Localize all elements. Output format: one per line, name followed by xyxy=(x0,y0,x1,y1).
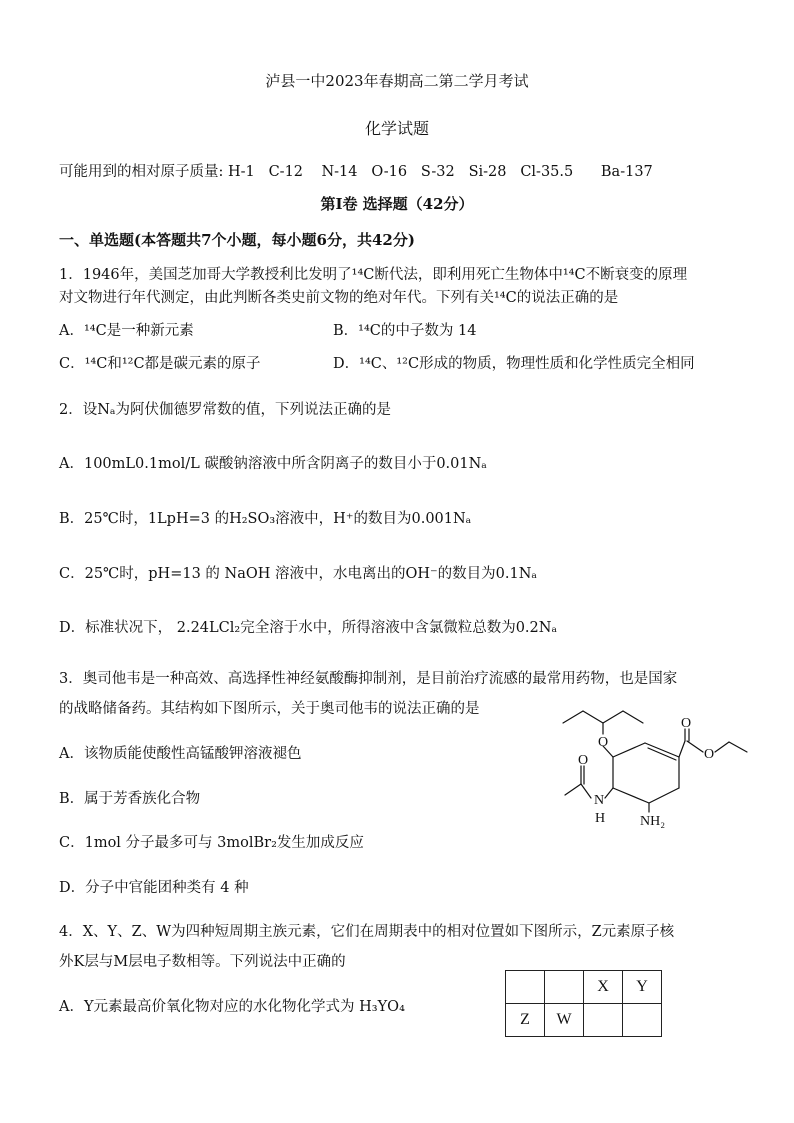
pt-cell-w: W xyxy=(545,1004,584,1037)
pt-cell-z: Z xyxy=(506,1004,545,1037)
q1-option-a: A．¹⁴C是一种新元素 xyxy=(59,323,194,339)
part-heading: 一、单选题(本答题共7个小题，每小题6分，共42分) xyxy=(59,231,415,249)
carbonyl-oxygen: O xyxy=(681,716,692,731)
periodic-table-fragment xyxy=(505,970,662,1037)
pt-cell-x: X xyxy=(584,971,623,1004)
section-title: 第Ⅰ卷 选择题（42分） xyxy=(320,195,474,213)
pt-cell xyxy=(623,1004,662,1037)
exam-title: 泸县一中2023年春期高二第二学月考试 xyxy=(265,72,529,90)
q3-option-b: B．属于芳香族化合物 xyxy=(59,791,201,807)
q4-stem-line2: 外K层与M层电子数相等。下列说法中正确的 xyxy=(59,954,346,970)
q2-option-d: D．标准状况下， 2.24LCl₂完全溶于水中，所得溶液中含氯微粒总数为0.2Nₐ xyxy=(59,620,558,636)
ester-oxygen: O xyxy=(704,747,715,762)
oseltamivir-structure xyxy=(553,700,753,830)
pt-cell xyxy=(506,971,545,1004)
q1-option-d: D．¹⁴C、¹²C形成的物质，物理性质和化学性质完全相同 xyxy=(333,356,695,372)
q1-stem-line2: 对文物进行年代测定，由此判断各类史前文物的绝对年代。下列有关¹⁴C的说法正确的是 xyxy=(59,290,619,306)
q1-stem-line1: 1．1946年，美国芝加哥大学教授利比发明了¹⁴C断代法，即利用死亡生物体中¹⁴C不断衰变的原理 xyxy=(59,267,688,283)
exam-subtitle: 化学试题 xyxy=(364,119,429,138)
q3-option-d: D．分子中官能团种类有 4 种 xyxy=(59,880,249,896)
q3-option-a: A．该物质能使酸性高锰酸钾溶液褪色 xyxy=(59,746,302,762)
q3-stem-line2: 的战略储备药。其结构如下图所示，关于奥司他韦的说法正确的是 xyxy=(59,701,480,717)
pt-cell-y: Y xyxy=(623,971,662,1004)
amide-hydrogen: H xyxy=(595,811,606,826)
q3-option-c: C．1mol 分子最多可与 3molBr₂发生加成反应 xyxy=(59,835,364,851)
q4-option-a: A．Y元素最高价氧化物对应的水化物化学式为 H₃YO₄ xyxy=(59,999,405,1015)
q2-option-c: C．25℃时，pH=13 的 NaOH 溶液中，水电离出的OH⁻的数目为0.1Nₐ xyxy=(59,566,538,582)
q4-stem-line1: 4．X、Y、Z、W为四种短周期主族元素，它们在周期表中的相对位置如下图所示，Z元素原子核 xyxy=(59,924,675,940)
q2-option-a: A．100mL0.1mol/L 碳酸钠溶液中所含阴离子的数目小于0.01Nₐ xyxy=(59,456,487,472)
pt-cell xyxy=(584,1004,623,1037)
pt-cell xyxy=(545,971,584,1004)
amide-nitrogen: N xyxy=(594,793,605,808)
atomic-masses: 可能用到的相对原子质量: H-1 C-12 N-14 O-16 S-32 Si-28 Cl-35.5 Ba-137 xyxy=(59,164,653,180)
q2-stem: 2．设Nₐ为阿伏伽德罗常数的值，下列说法正确的是 xyxy=(59,402,392,418)
q1-option-b: B．¹⁴C的中子数为 14 xyxy=(333,323,477,339)
amide-oxygen: O xyxy=(578,753,589,768)
amine-group: NH₂ xyxy=(640,814,666,829)
q3-stem-line1: 3．奥司他韦是一种高效、高选择性神经氨酸酶抑制剂，是目前治疗流感的最常用药物，也是国家 xyxy=(59,671,678,687)
q2-option-b: B．25℃时，1LpH=3 的H₂SO₃溶液中，H⁺的数目为0.001Nₐ xyxy=(59,511,472,527)
ether-oxygen: O xyxy=(598,735,609,750)
q1-option-c: C．¹⁴C和¹²C都是碳元素的原子 xyxy=(59,356,261,372)
